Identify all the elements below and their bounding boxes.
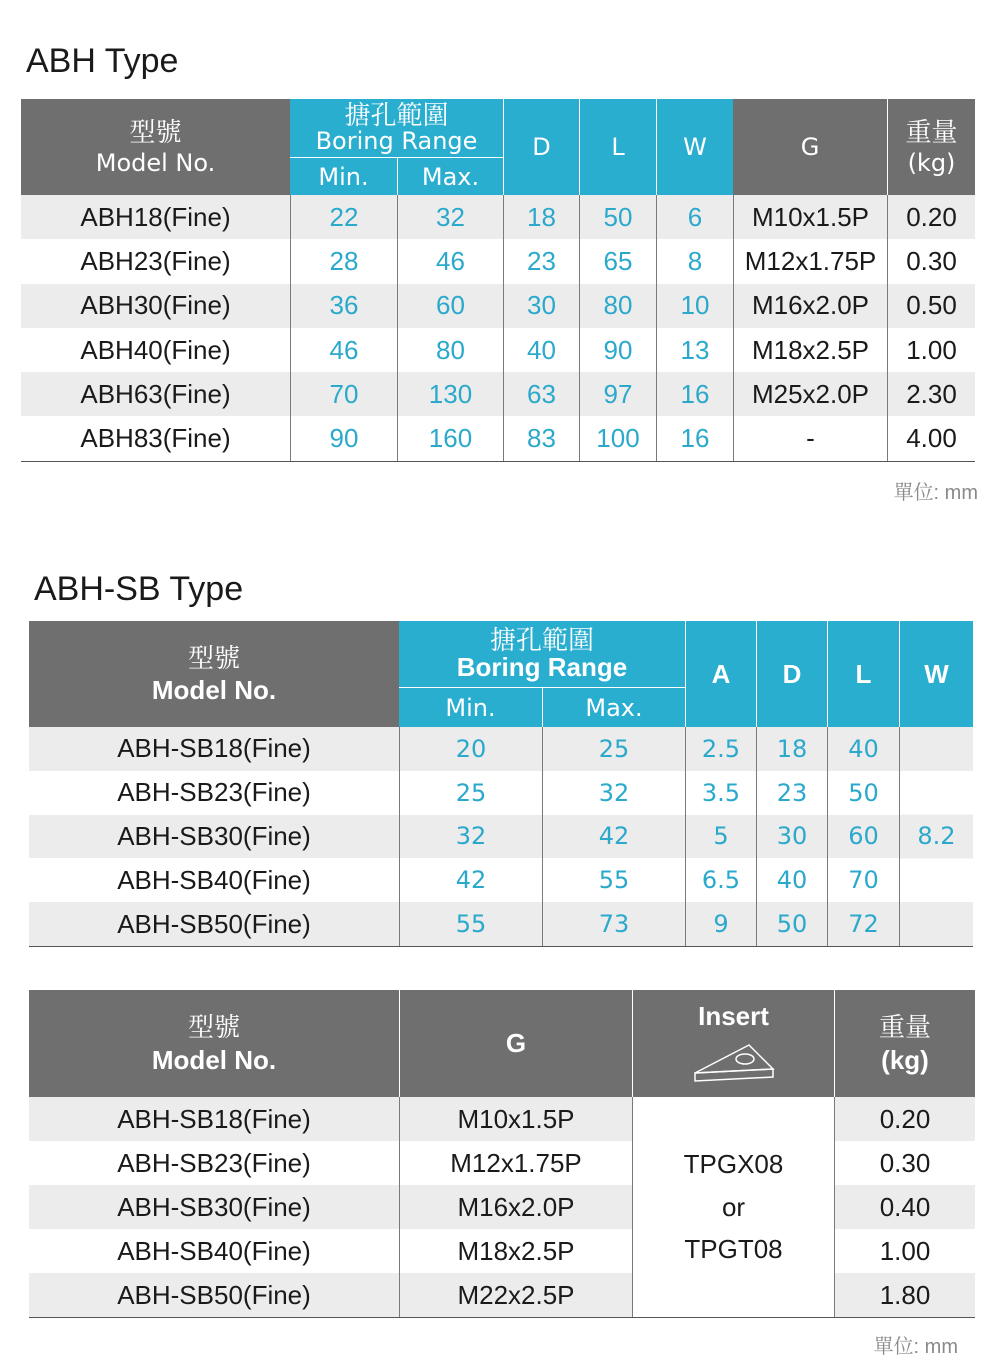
sb-cell-model: ABH-SB30(Fine) [29,815,399,859]
sb-header-boring-en: Boring Range [456,652,628,682]
sb-cell-model: ABH-SB50(Fine) [29,902,399,946]
abh-cell-d: 40 [503,328,579,372]
sb2-unit-note: 單位: mm [873,1336,958,1358]
sb2-cell-g: M18x2.5P [399,1229,632,1273]
abh-header-d: D [503,99,579,195]
sb-cell-min: 32 [399,815,542,859]
abh-cell-w: 6 [656,195,733,239]
sb-cell-a: 2.5 [685,727,756,771]
abh-header-g: G [733,99,887,195]
sb-cell-w: 8.2 [899,727,973,946]
abh-cell-max: 160 [397,416,503,460]
sb-cell-d: 40 [756,858,827,902]
sb2-cell-model: ABH-SB40(Fine) [117,1235,311,1266]
sb-cell-d: 23 [756,771,827,815]
sb-cell-model: ABH-SB18(Fine) [29,727,399,771]
sb2-insert-or: or [721,1191,746,1222]
sb2-header-model [29,990,399,1097]
abh-header-model [21,99,290,195]
abh-header-model-en: Model No. [95,149,216,178]
sb2-cell-model: ABH-SB23(Fine) [117,1147,311,1178]
sb-header-model-en: Model No. [151,675,277,705]
sb2-cell-weight: 1.00 [834,1229,975,1273]
abh-cell-min: 36 [290,284,397,328]
sb-cell-d: 18 [756,727,827,771]
abh-cell-w: 13 [656,328,733,372]
abh-cell-min: 28 [290,239,397,283]
abh-cell-g: - [733,416,887,460]
abh-cell-weight: 1.00 [887,328,975,372]
sb-header-model [29,621,399,727]
abh-cell-d: 23 [503,239,579,283]
sb2-table [29,990,975,1318]
abh-cell-max: 130 [397,372,503,416]
abh-cell-d: 63 [503,372,579,416]
sb2-header-model-en: Model No. [151,1044,277,1075]
sb2-cell-weight: 1.80 [834,1273,975,1317]
sb-cell-l: 60 [827,815,899,859]
abh-header-boring [290,99,503,157]
sb2-cell-model: ABH-SB30(Fine) [29,1185,399,1229]
abh-header-min: Min. [290,157,397,195]
abh-header-weight-unit: (kg) [907,149,956,178]
sb-header-d: D [756,621,827,727]
sb-cell-a: 5 [685,815,756,859]
abh-cell-g: M12x1.75P [733,239,887,283]
sb2-header-insert-label: Insert [698,1001,769,1031]
sb2-cell-g: M10x1.5P [399,1097,632,1141]
sb-cell-l: 70 [827,858,899,902]
sb2-cell-insert [632,1097,834,1317]
abh-cell-d: 30 [503,284,579,328]
abh-cell-model: ABH63(Fine) [21,372,290,416]
sb-header-a: A [685,621,756,727]
sb-cell-l: 72 [827,902,899,946]
sb-cell-l: 50 [827,771,899,815]
abh-cell-min: 90 [290,416,397,460]
sb-cell-a: 3.5 [685,771,756,815]
abh-cell-l: 97 [579,372,656,416]
abh-header-model-cn: 型號 [129,116,182,147]
sb-header-min: Min. [399,687,542,727]
sb-cell-max: 73 [542,902,685,946]
sb-table [29,621,973,947]
sb2-cell-g: M22x2.5P [399,1273,632,1317]
sb-title: ABH-SB Type [34,570,244,608]
sb2-cell-model: ABH-SB18(Fine) [29,1097,399,1141]
sb-header-model-cn: 型號 [187,642,240,673]
abh-cell-g: M25x2.0P [733,372,887,416]
abh-cell-l: 90 [579,328,656,372]
triangle-insert-icon [689,1039,779,1085]
abh-cell-min: 46 [290,328,397,372]
abh-cell-weight: 0.50 [887,284,975,328]
sb-cell-a: 6.5 [685,858,756,902]
abh-cell-min: 70 [290,372,397,416]
sb-cell-max: 32 [542,771,685,815]
sb-cell-min: 20 [399,727,542,771]
abh-header-weight [887,99,975,195]
abh-cell-max: 80 [397,328,503,372]
abh-header-boring-cn: 搪孔範圍 [344,99,449,130]
sb-cell-min: 25 [399,771,542,815]
sb-header-max: Max. [542,687,685,727]
abh-cell-weight: 0.20 [887,195,975,239]
abh-cell-model: ABH18(Fine) [21,195,290,239]
abh-title: ABH Type [26,42,179,80]
sb2-header-model-cn: 型號 [187,1012,240,1042]
abh-cell-max: 46 [397,239,503,283]
sb-cell-d: 50 [756,902,827,946]
abh-cell-w: 8 [656,239,733,283]
sb-cell-d: 30 [756,815,827,859]
abh-cell-l: 80 [579,284,656,328]
sb2-header-weight [834,990,975,1097]
sb2-insert-tpgx08: TPGX08 [683,1148,784,1179]
abh-header-l: L [579,99,656,195]
sb2-cell-weight: 0.20 [834,1097,975,1141]
abh-cell-max: 32 [397,195,503,239]
abh-cell-d: 18 [503,195,579,239]
sb-cell-min: 55 [399,902,542,946]
abh-cell-weight: 4.00 [887,416,975,460]
sb-cell-max: 42 [542,815,685,859]
abh-cell-d: 83 [503,416,579,460]
abh-cell-w: 10 [656,284,733,328]
abh-cell-min: 22 [290,195,397,239]
sb2-header-weight-unit: (kg) [881,1044,929,1075]
abh-cell-w: 16 [656,372,733,416]
abh-header-max: Max. [397,157,503,195]
abh-cell-g: M18x2.5P [733,328,887,372]
sb-cell-max: 55 [542,858,685,902]
sb-cell-l: 40 [827,727,899,771]
sb2-header-insert [632,990,834,1097]
abh-cell-weight: 0.30 [887,239,975,283]
abh-table [21,99,975,462]
abh-cell-w: 16 [656,416,733,460]
sb-cell-model: ABH-SB40(Fine) [117,864,311,895]
sb2-insert-tpgt08: TPGT08 [684,1234,783,1265]
abh-header-boring-en: Boring Range [315,127,478,156]
abh-unit-note: 單位: mm [893,482,978,504]
abh-cell-model: ABH40(Fine) [80,334,231,365]
abh-cell-g: M10x1.5P [733,195,887,239]
sb-cell-model: ABH-SB23(Fine) [117,777,311,808]
sb-cell-min: 42 [399,858,542,902]
abh-cell-model: ABH23(Fine) [80,245,231,276]
abh-cell-l: 100 [579,416,656,460]
sb2-header-g: G [399,990,632,1097]
sb-header-boring-cn: 搪孔範圍 [489,624,594,655]
abh-cell-max: 60 [397,284,503,328]
sb2-cell-g: M16x2.0P [399,1185,632,1229]
abh-header-w: W [656,99,733,195]
abh-cell-l: 50 [579,195,656,239]
abh-cell-weight: 2.30 [887,372,975,416]
sb2-cell-weight: 0.30 [834,1141,975,1185]
sb-header-boring [399,621,685,687]
sb-header-l: L [827,621,899,727]
sb-header-w: W [899,621,973,727]
sb2-cell-g: M12x1.75P [399,1141,632,1185]
sb2-cell-model: ABH-SB50(Fine) [29,1273,399,1317]
sb-cell-a: 9 [685,902,756,946]
sb2-header-weight-cn: 重量 [878,1012,931,1042]
abh-header-weight-cn: 重量 [905,116,958,147]
sb2-cell-weight: 0.40 [834,1185,975,1229]
abh-cell-model: ABH83(Fine) [80,423,231,454]
sb-cell-max: 25 [542,727,685,771]
abh-cell-l: 65 [579,239,656,283]
abh-cell-g: M16x2.0P [733,284,887,328]
abh-cell-model: ABH30(Fine) [21,284,290,328]
